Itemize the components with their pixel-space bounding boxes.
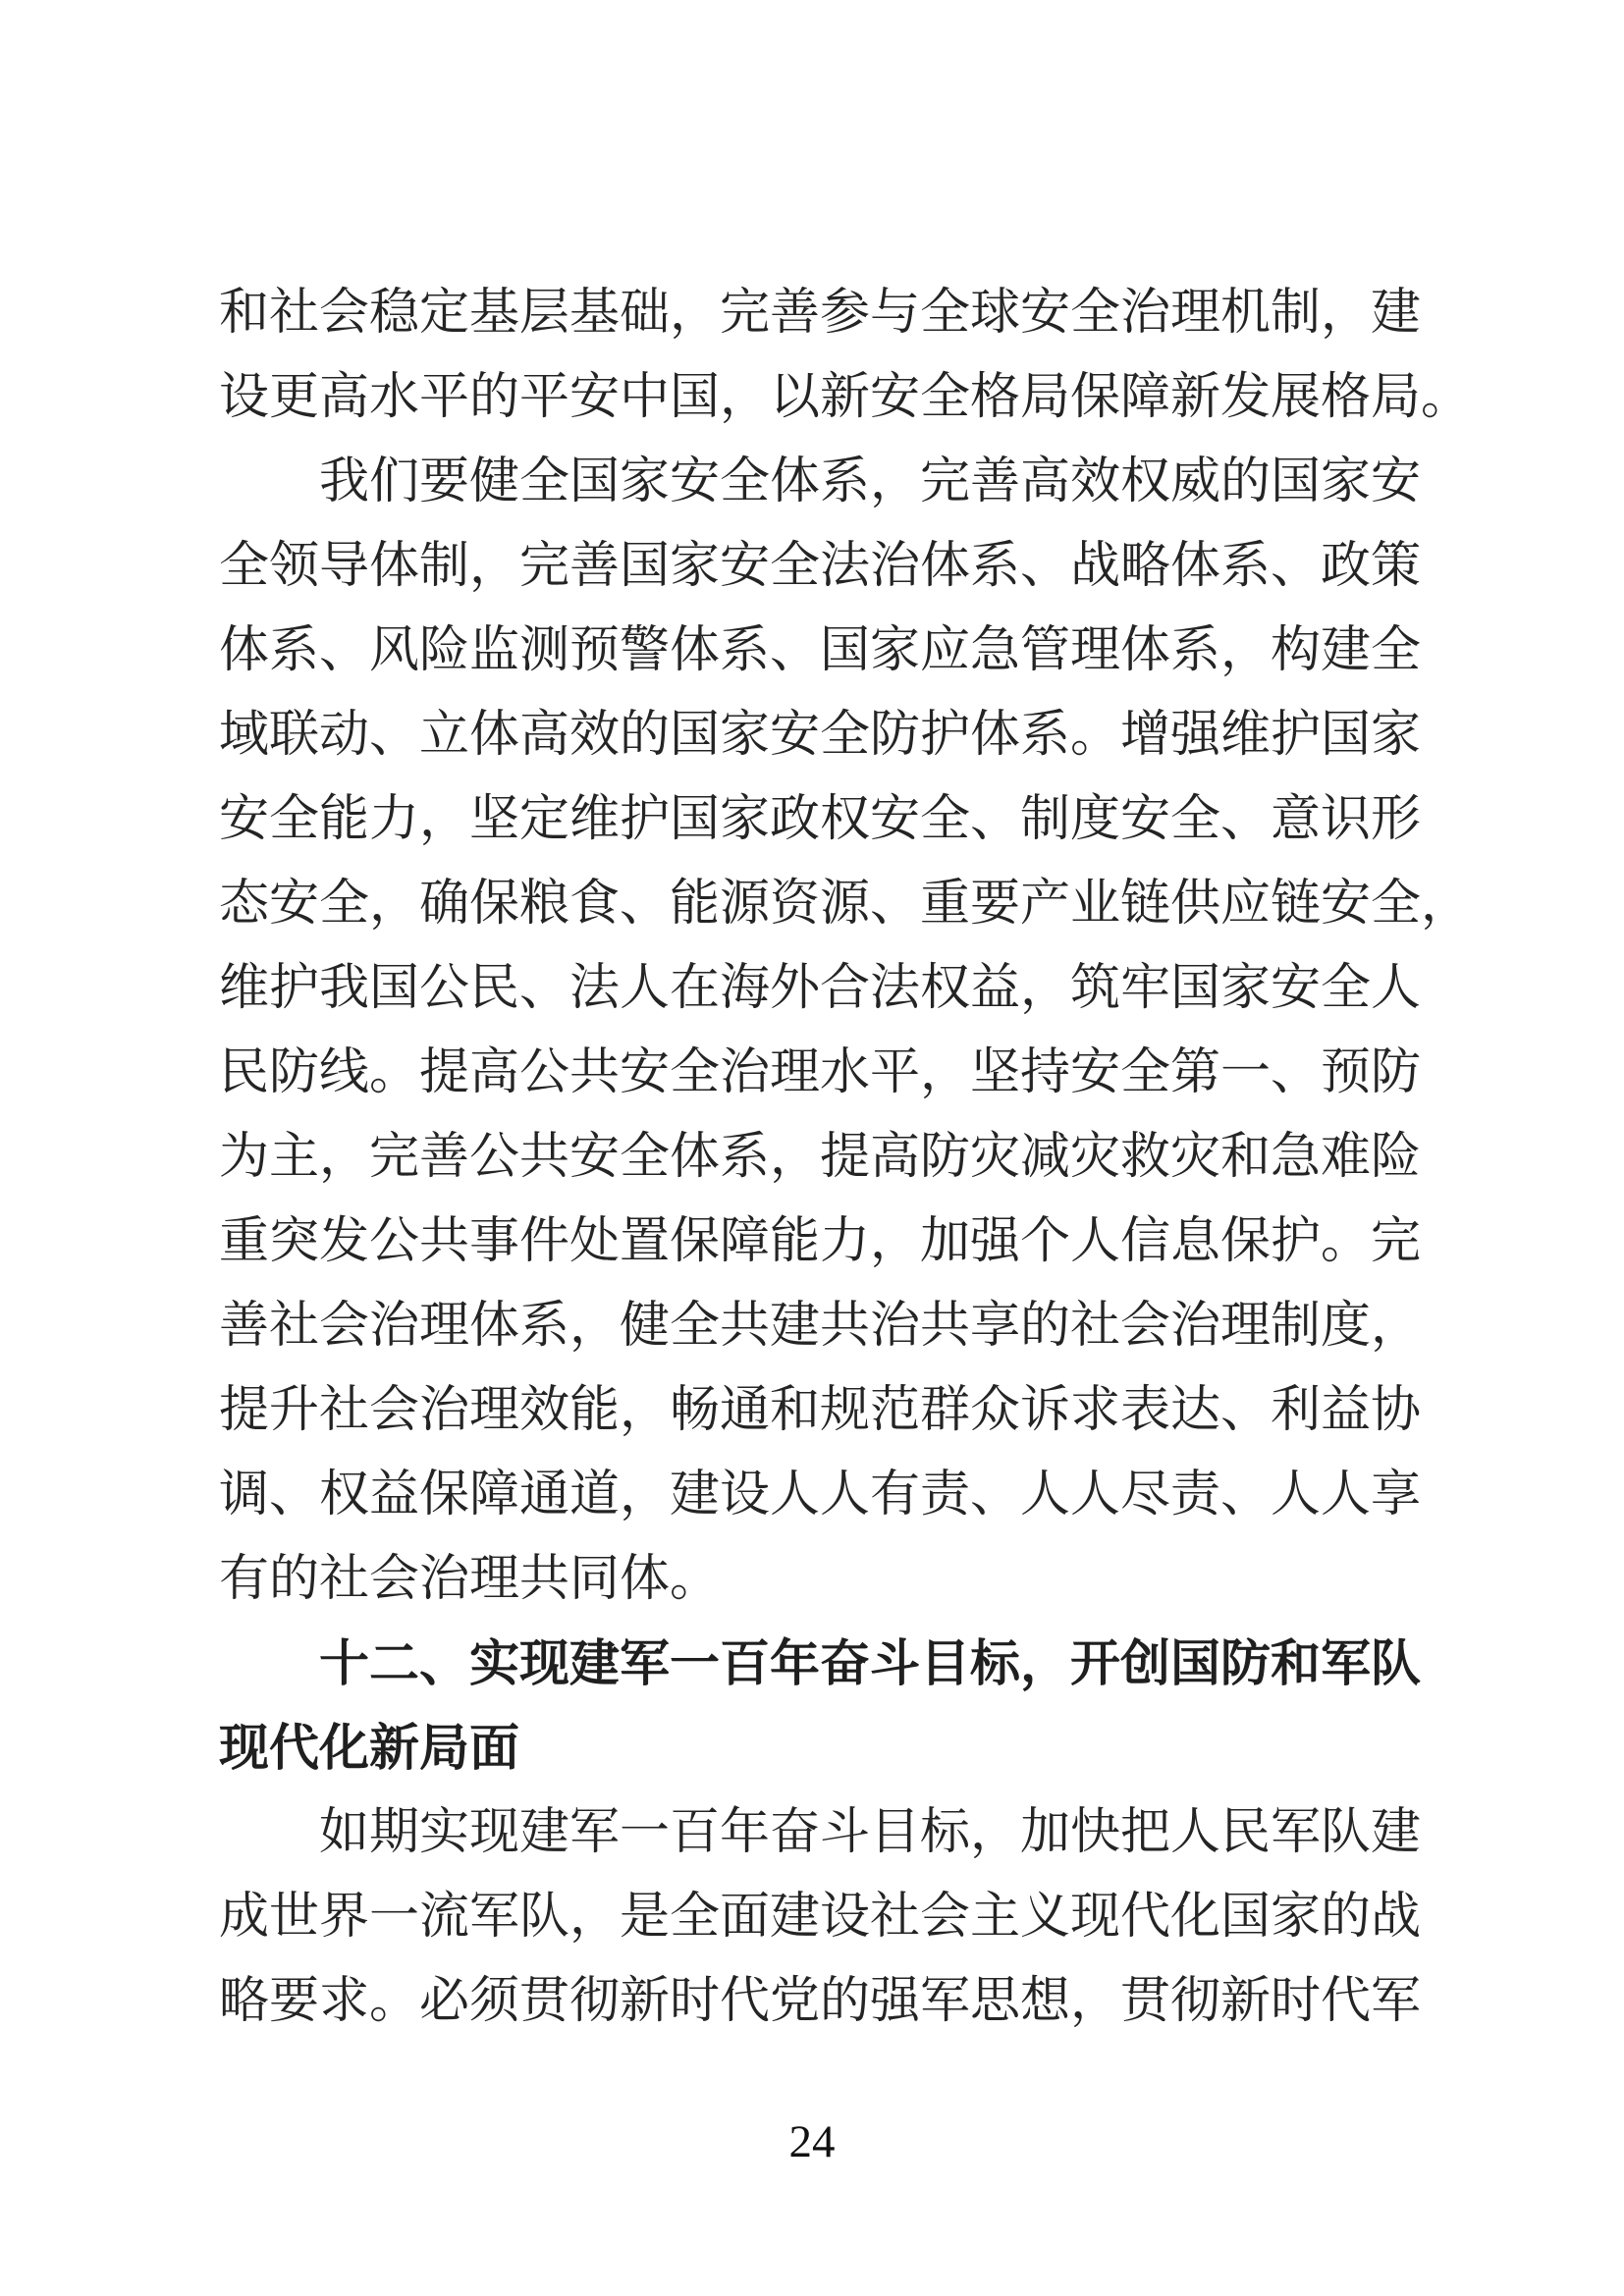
text-block xyxy=(219,271,1472,2044)
body-line: 调、权益保障通道，建设人人有责、人人尽责、人人享 xyxy=(219,1468,1422,1522)
body-line: 略要求。必须贯彻新时代党的强军思想，贯彻新时代军 xyxy=(219,1974,1422,2029)
body-line: 重突发公共事件处置保障能力，加强个人信息保护。完 xyxy=(219,1214,1422,1269)
body-line: 设更高水平的平安中国，以新安全格局保障新发展格局。 xyxy=(219,370,1472,425)
body-line: 如期实现建军一百年奋斗目标，加快把人民军队建 xyxy=(319,1805,1422,1860)
section-heading-line: 现代化新局面 xyxy=(219,1720,520,1776)
body-line: 维护我国公民、法人在海外合法权益，筑牢国家安全人 xyxy=(219,961,1422,1016)
section-heading-line: 十二、实现建军一百年奋斗目标，开创国防和军队 xyxy=(319,1635,1422,1691)
body-line: 域联动、立体高效的国家安全防护体系。增强维护国家 xyxy=(219,708,1422,763)
body-line: 体系、风险监测预警体系、国家应急管理体系，构建全 xyxy=(219,623,1422,678)
body-line: 有的社会治理共同体。 xyxy=(219,1552,721,1607)
body-line: 成世界一流军队，是全面建设社会主义现代化国家的战 xyxy=(219,1890,1422,1945)
body-line: 安全能力，坚定维护国家政权安全、制度安全、意识形 xyxy=(219,792,1422,847)
body-line: 我们要健全国家安全体系，完善高效权威的国家安 xyxy=(319,454,1422,509)
body-line: 态安全，确保粮食、能源资源、重要产业链供应链安全， xyxy=(219,877,1472,932)
body-line: 和社会稳定基层基础，完善参与全球安全治理机制，建 xyxy=(219,286,1422,341)
body-line: 为主，完善公共安全体系，提高防灾减灾救灾和急难险 xyxy=(219,1130,1422,1185)
body-line: 全领导体制，完善国家安全法治体系、战略体系、政策 xyxy=(219,539,1422,594)
page-number: 24 xyxy=(788,2116,836,2167)
body-line: 提升社会治理效能，畅通和规范群众诉求表达、利益协 xyxy=(219,1383,1422,1438)
body-line: 民防线。提高公共安全治理水平，坚持安全第一、预防 xyxy=(219,1045,1422,1100)
body-line: 善社会治理体系，健全共建共治共享的社会治理制度， xyxy=(219,1299,1422,1354)
